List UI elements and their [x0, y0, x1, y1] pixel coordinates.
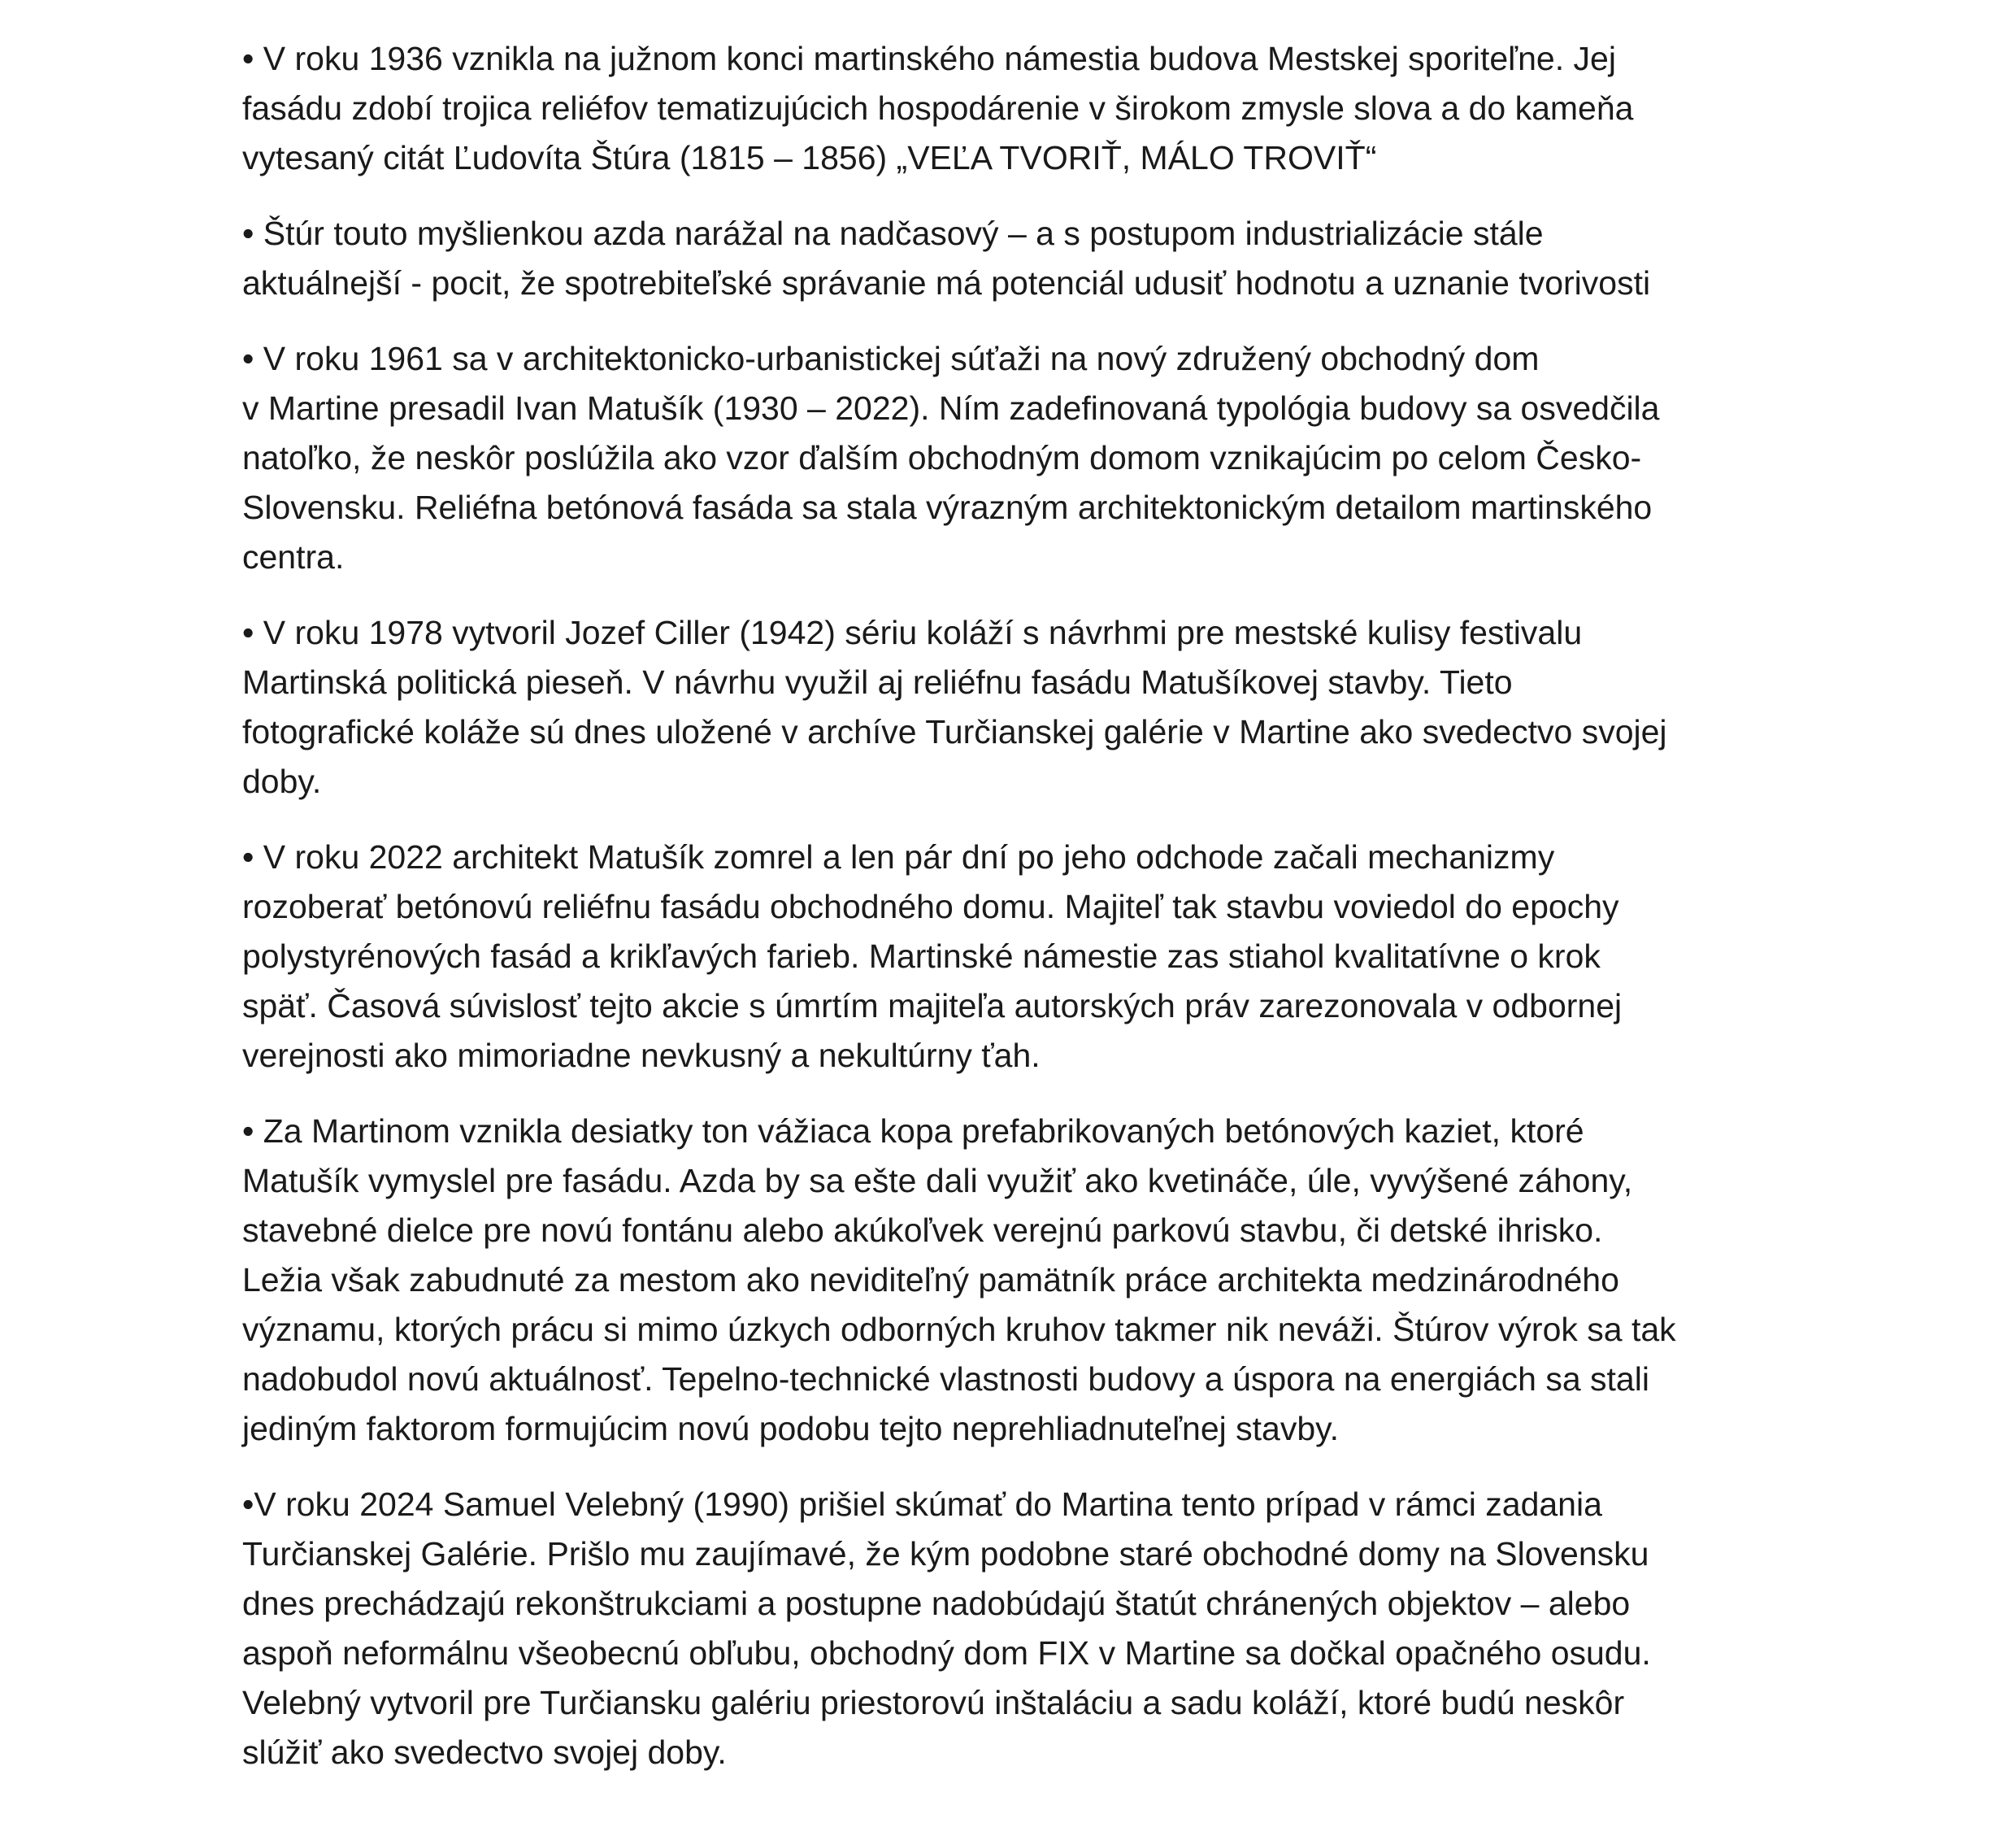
paragraph-1936-sporitelna: • V roku 1936 vznikla na južnom konci martinského námestia budova Mestskej sporiteľne. Jej fasádu zdobí trojica reliéfov tematizujúcich hospodárenie v širokom zmysle slova a do kameňa vytesaný citát Ľudovíta Štúra (1815 – 1856) „VEĽA TVORIŤ, MÁLO TROVIŤ“ [242, 40, 1634, 176]
document-body [242, 34, 1803, 1803]
paragraph-concrete-cassettes: • Za Martinom vznikla desiatky ton vážiaca kopa prefabrikovaných betónových kaziet, ktoré Matušík vymyslel pre fasádu. Azda by sa ešte dali využiť ako kvetináče, úle, vyvýšené záhony, stavebné dielce pre novú fontánu alebo akúkoľvek verejnú parkovú stavbu, či detské ihrisko. Ležia však zabudnuté za mestom ako neviditeľný pamätník práce architekta medzinárodného významu, ktorých prácu si mimo úzkych odborných kruhov takmer nik neváži. Štúrov výrok sa tak nadobudol novú aktuálnosť. Tepelno-technické vlastnosti budovy a úspora na energiách sa stali jediným faktorom formujúcim novú podobu tejto neprehliadnuteľnej stavby. [242, 1112, 1676, 1447]
paragraph-1961-competition: • V roku 1961 sa v architektonicko-urbanistickej súťaži na nový združený obchodný dom v Martine presadil Ivan Matušík (1930 – 2022). Ním zadefinovaná typológia budovy sa osvedčila natoľko, že neskôr poslúžila ako vzor ďalším obchodným domom vznikajúcim po celom Česko- Slovensku. Reliéfna betónová fasáda sa stala výrazným architektonickým detailom martinského centra. [242, 340, 1660, 576]
paragraph-1978-ciller-collages: • V roku 1978 vytvoril Jozef Ciller (1942) sériu koláží s návrhmi pre mestské kulisy festivalu Martinská politická pieseň. V návrhu využil aj reliéfnu fasádu Matušíkovej stavby. Tieto fotografické koláže sú dnes uložené v archíve Turčianskej galérie v Martine ako svedectvo svojej doby. [242, 614, 1667, 800]
paragraph-2022-facade-removal: • V roku 2022 architekt Matušík zomrel a len pár dní po jeho odchode začali mechanizmy rozoberať betónovú reliéfnu fasádu obchodného domu. Majiteľ tak stavbu voviedol do epochy polystyrénových fasád a krikľavých farieb. Martinské námestie zas stiahol kvalitatívne o krok späť. Časová súvislosť tejto akcie s úmrtím majiteľa autorských práv zarezonovala v odbornej verejnosti ako mimoriadne nevkusný a nekultúrny ťah. [242, 838, 1623, 1074]
paragraph-2024-velebny: •V roku 2024 Samuel Velebný (1990) prišiel skúmať do Martina tento prípad v rámci zadania Turčianskej Galérie. Prišlo mu zaujímavé, že kým podobne staré obchodné domy na Slovensku dnes prechádzajú rekonštrukciami a postupne nadobúdajú štatút chránených objektov – alebo aspoň neformálnu všeobecnú obľubu, obchodný dom FIX v Martine sa dočkal opačného osudu. Velebný vytvoril pre Turčiansku galériu priestorovú inštaláciu a sadu koláží, ktoré budú neskôr slúžiť ako svedectvo svojej doby. [242, 1486, 1651, 1771]
paragraph-stur-thought: • Štúr touto myšlienkou azda narážal na nadčasový – a s postupom industrializácie stále aktuálnejší - pocit, že spotrebiteľské správanie má potenciál udusiť hodnotu a uznanie tvorivosti [242, 215, 1651, 302]
